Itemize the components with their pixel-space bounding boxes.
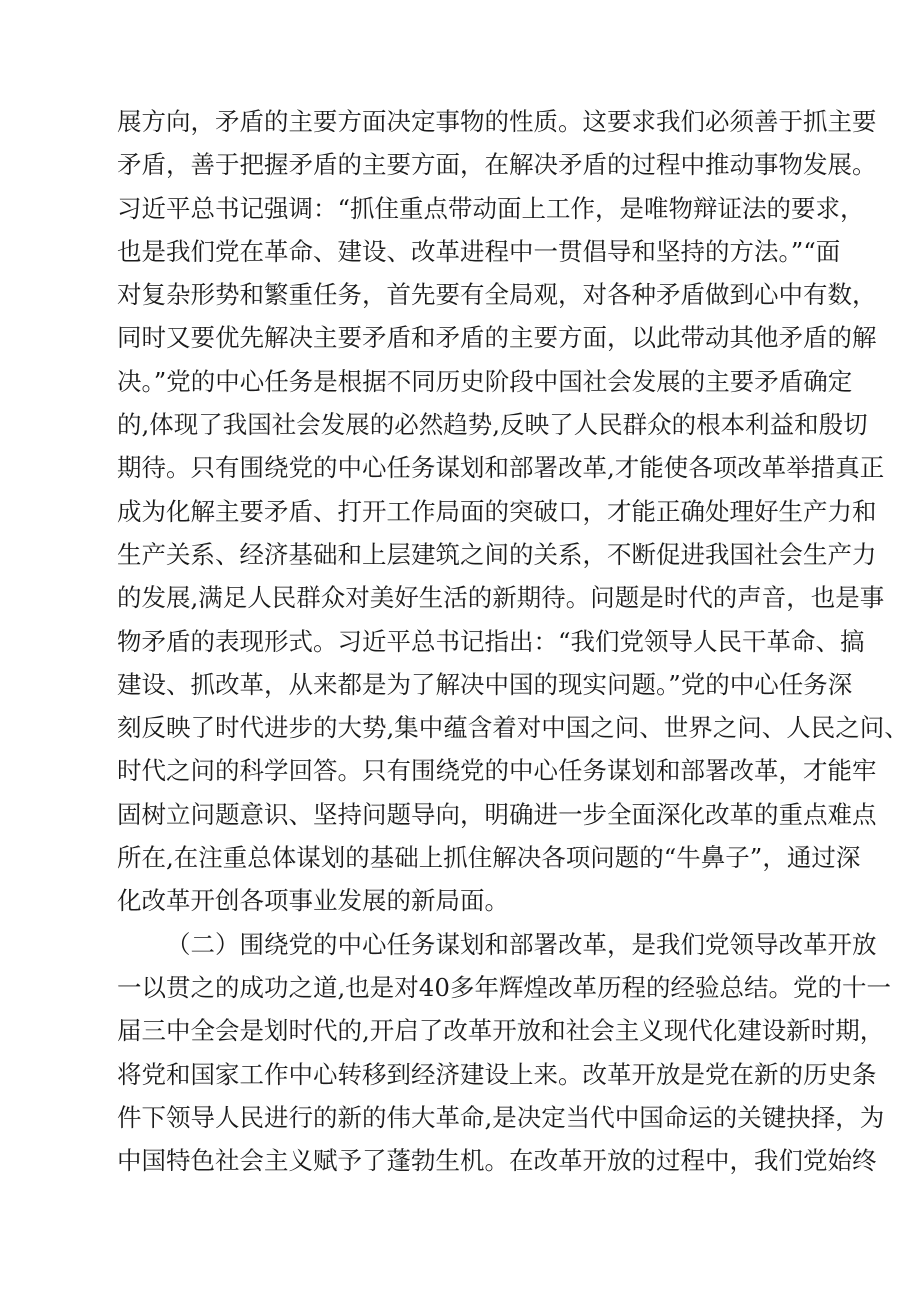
text-line: 矛盾，善于把握矛盾的主要方面，在解决矛盾的过程中推动事物发展。 bbox=[117, 150, 877, 180]
text-line: 的,体现了我国社会发展的必然趋势,反映了人民群众的根本利益和殷切 bbox=[117, 410, 868, 440]
text-line: 成为化解主要矛盾、打开工作局面的突破口，才能正确处理好生产力和 bbox=[117, 496, 877, 526]
text-line: 刻反映了时代进步的大势,集中蕴含着对中国之问、世界之问、人民之问、 bbox=[117, 713, 909, 743]
text-line: 届三中全会是划时代的,开启了改革开放和社会主义现代化建设新时期， bbox=[117, 1016, 885, 1046]
text-line: 同时又要优先解决主要矛盾和矛盾的主要方面，以此带动其他矛盾的解 bbox=[117, 323, 877, 353]
text-line: 件下领导人民进行的新的伟大革命,是决定当代中国命运的关键抉择，为 bbox=[117, 1102, 885, 1132]
text-line: 固树立问题意识、坚持问题导向，明确进一步全面深化改革的重点难点 bbox=[117, 799, 877, 829]
text-line: 所在,在注重总体谋划的基础上抓住解决各项问题的“牛鼻子”，通过深 bbox=[117, 843, 861, 873]
document-body bbox=[117, 100, 909, 1182]
text-line: 决。”党的中心任务是根据不同历史阶段中国社会发展的主要矛盾确定 bbox=[117, 366, 853, 396]
text-line: 期待。只有围绕党的中心任务谋划和部署改革,才能使各项改革举措真正 bbox=[117, 453, 885, 483]
text-line: 一以贯之的成功之道,也是对40多年辉煌改革历程的经验总结。党的十一 bbox=[117, 972, 891, 1002]
paragraph-1 bbox=[117, 100, 909, 923]
text-line: 习近平总书记强调：“抓住重点带动面上工作，是唯物辩证法的要求， bbox=[117, 193, 865, 223]
paragraph-2 bbox=[117, 923, 891, 1183]
text-line: 生产关系、经济基础和上层建筑之间的关系，不断促进我国社会生产力 bbox=[117, 539, 877, 569]
text-line: 物矛盾的表现形式。习近平总书记指出：“我们党领导人民干革命、搞 bbox=[117, 626, 865, 656]
text-line: 将党和国家工作中心转移到经济建设上来。改革开放是党在新的历史条 bbox=[117, 1059, 877, 1089]
text-line: 展方向，矛盾的主要方面决定事物的性质。这要求我们必须善于抓主要 bbox=[117, 107, 877, 136]
text-line: 的发展,满足人民群众对美好生活的新期待。问题是时代的声音，也是事 bbox=[117, 583, 885, 613]
text-line: （二）围绕党的中心任务谋划和部署改革，是我们党领导改革开放 bbox=[166, 929, 877, 959]
text-line: 对复杂形势和繁重任务，首先要有全局观，对各种矛盾做到心中有数， bbox=[117, 280, 877, 310]
text-line: 建设、抓改革，从来都是为了解决中国的现实问题。”党的中心任务深 bbox=[117, 669, 853, 699]
text-line: 化改革开创各项事业发展的新局面。 bbox=[117, 886, 509, 916]
text-line: 中国特色社会主义赋予了蓬勃生机。在改革开放的过程中，我们党始终 bbox=[117, 1146, 877, 1176]
text-line: 时代之问的科学回答。只有围绕党的中心任务谋划和部署改革，才能牢 bbox=[117, 756, 877, 786]
text-line: 也是我们党在革命、建设、改革进程中一贯倡导和坚持的方法。”“面 bbox=[117, 236, 841, 266]
